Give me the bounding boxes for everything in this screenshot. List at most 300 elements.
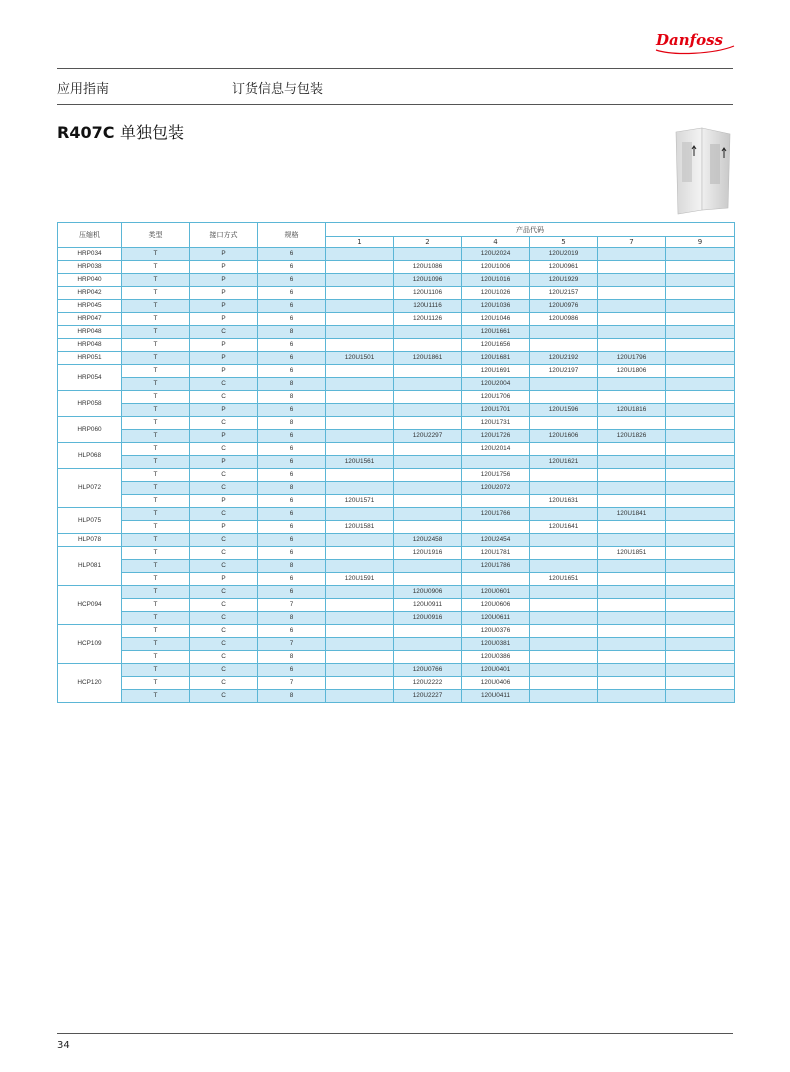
cell-pack-4: 120U1756 (462, 469, 530, 482)
cell-pack-4: 120U1726 (462, 430, 530, 443)
table-row (58, 625, 735, 638)
cell-pack-4: 120U1706 (462, 391, 530, 404)
cell-pack-7 (598, 391, 666, 404)
cell-pack-2: 120U2458 (394, 534, 462, 547)
cell-spec: 8 (258, 326, 326, 339)
cell-model: HLP068 (58, 443, 122, 469)
cell-pack-4: 120U0401 (462, 664, 530, 677)
cell-pack-1 (326, 300, 394, 313)
page-number: 34 (57, 1040, 70, 1051)
cell-pack-5: 120U1596 (530, 404, 598, 417)
cell-pack-9 (666, 404, 735, 417)
col-header-pack-1: 1 (326, 237, 394, 248)
cell-model: HCP120 (58, 664, 122, 703)
cell-spec: 6 (258, 534, 326, 547)
cell-pack-4 (462, 456, 530, 469)
cell-pack-5: 120U2157 (530, 287, 598, 300)
cell-pack-9 (666, 430, 735, 443)
cell-model: HRP048 (58, 339, 122, 352)
compressor-package-image (668, 124, 738, 216)
cell-model: HRP045 (58, 300, 122, 313)
cell-pack-5: 120U1621 (530, 456, 598, 469)
order-code-table (57, 222, 735, 703)
cell-spec: 6 (258, 508, 326, 521)
cell-type: T (122, 391, 190, 404)
cell-type: T (122, 586, 190, 599)
title-text: 单独包装 (120, 123, 185, 142)
cell-pack-1 (326, 378, 394, 391)
cell-connection: P (190, 365, 258, 378)
cell-pack-9 (666, 378, 735, 391)
table-row (58, 248, 735, 261)
cell-type: T (122, 482, 190, 495)
cell-pack-4: 120U2072 (462, 482, 530, 495)
cell-pack-4: 120U1701 (462, 404, 530, 417)
cell-pack-4: 120U0411 (462, 690, 530, 703)
cell-pack-9 (666, 508, 735, 521)
cell-connection: C (190, 417, 258, 430)
cell-pack-2: 120U2222 (394, 677, 462, 690)
cell-spec: 7 (258, 677, 326, 690)
cell-pack-1 (326, 417, 394, 430)
cell-pack-2 (394, 495, 462, 508)
cell-type: T (122, 365, 190, 378)
cell-spec: 6 (258, 586, 326, 599)
cell-pack-2: 120U1106 (394, 287, 462, 300)
cell-pack-4: 120U1026 (462, 287, 530, 300)
cell-pack-5 (530, 534, 598, 547)
cell-connection: C (190, 560, 258, 573)
cell-spec: 7 (258, 599, 326, 612)
table-row (58, 339, 735, 352)
cell-pack-9 (666, 560, 735, 573)
cell-pack-1 (326, 287, 394, 300)
cell-spec: 6 (258, 365, 326, 378)
cell-pack-1: 120U1501 (326, 352, 394, 365)
cell-pack-7: 120U1841 (598, 508, 666, 521)
cell-pack-7 (598, 534, 666, 547)
table-row (58, 612, 735, 625)
cell-pack-1 (326, 443, 394, 456)
cell-type: T (122, 300, 190, 313)
cell-pack-7 (598, 326, 666, 339)
cell-pack-2 (394, 404, 462, 417)
table-row (58, 378, 735, 391)
cell-pack-4: 120U0376 (462, 625, 530, 638)
cell-connection: C (190, 469, 258, 482)
cell-pack-2 (394, 248, 462, 261)
cell-pack-7 (598, 417, 666, 430)
cell-pack-5: 120U0976 (530, 300, 598, 313)
cell-pack-7 (598, 456, 666, 469)
table-row (58, 547, 735, 560)
col-header-spec: 规格 (258, 223, 326, 248)
cell-pack-1 (326, 586, 394, 599)
cell-pack-5 (530, 651, 598, 664)
table-row (58, 313, 735, 326)
cell-type: T (122, 521, 190, 534)
cell-pack-2: 120U0911 (394, 599, 462, 612)
cell-type: T (122, 469, 190, 482)
col-header-product-code: 产品代码 (326, 223, 735, 237)
cell-pack-5 (530, 586, 598, 599)
cell-type: T (122, 560, 190, 573)
cell-pack-5: 120U0961 (530, 261, 598, 274)
cell-pack-7 (598, 274, 666, 287)
cell-pack-9 (666, 391, 735, 404)
cell-pack-2: 120U1916 (394, 547, 462, 560)
cell-connection: P (190, 339, 258, 352)
cell-pack-9 (666, 599, 735, 612)
cell-connection: C (190, 638, 258, 651)
cell-pack-1 (326, 638, 394, 651)
cell-pack-2 (394, 625, 462, 638)
cell-pack-5: 120U1631 (530, 495, 598, 508)
cell-type: T (122, 664, 190, 677)
table-row (58, 274, 735, 287)
cell-spec: 6 (258, 521, 326, 534)
cell-model: HLP078 (58, 534, 122, 547)
cell-spec: 6 (258, 430, 326, 443)
cell-pack-1 (326, 508, 394, 521)
cell-connection: C (190, 391, 258, 404)
cell-model: HRP042 (58, 287, 122, 300)
table-row (58, 534, 735, 547)
cell-pack-1 (326, 482, 394, 495)
table-row (58, 521, 735, 534)
cell-connection: P (190, 352, 258, 365)
page-title (57, 120, 184, 143)
cell-pack-9 (666, 352, 735, 365)
cell-pack-9 (666, 495, 735, 508)
cell-type: T (122, 274, 190, 287)
table-row (58, 599, 735, 612)
cell-pack-7: 120U1851 (598, 547, 666, 560)
cell-pack-4: 120U1786 (462, 560, 530, 573)
cell-pack-1 (326, 664, 394, 677)
cell-pack-7 (598, 287, 666, 300)
table-row (58, 560, 735, 573)
cell-pack-7 (598, 469, 666, 482)
cell-pack-9 (666, 339, 735, 352)
cell-connection: C (190, 534, 258, 547)
cell-connection: P (190, 287, 258, 300)
cell-spec: 6 (258, 495, 326, 508)
col-header-pack-2: 2 (394, 237, 462, 248)
cell-pack-9 (666, 287, 735, 300)
cell-type: T (122, 599, 190, 612)
cell-pack-1 (326, 547, 394, 560)
cell-connection: C (190, 586, 258, 599)
cell-pack-9 (666, 625, 735, 638)
cell-pack-1 (326, 651, 394, 664)
cell-pack-9 (666, 612, 735, 625)
cell-pack-5 (530, 469, 598, 482)
table-row (58, 586, 735, 599)
cell-model: HCP109 (58, 625, 122, 664)
cell-pack-4: 120U0606 (462, 599, 530, 612)
col-header-pack-4: 4 (462, 237, 530, 248)
cell-type: T (122, 326, 190, 339)
cell-pack-9 (666, 586, 735, 599)
col-header-pack-9: 9 (666, 237, 735, 248)
cell-connection: C (190, 612, 258, 625)
cell-model: HRP034 (58, 248, 122, 261)
cell-spec: 6 (258, 339, 326, 352)
cell-connection: P (190, 521, 258, 534)
cell-pack-4: 120U1681 (462, 352, 530, 365)
cell-pack-4: 120U1731 (462, 417, 530, 430)
cell-pack-5 (530, 391, 598, 404)
header-section-right: 订货信息与包装 (232, 82, 324, 97)
cell-pack-9 (666, 677, 735, 690)
cell-connection: C (190, 599, 258, 612)
cell-model: HRP051 (58, 352, 122, 365)
cell-pack-1 (326, 677, 394, 690)
cell-pack-4: 120U1691 (462, 365, 530, 378)
cell-connection: C (190, 690, 258, 703)
cell-pack-1 (326, 248, 394, 261)
cell-spec: 6 (258, 469, 326, 482)
cell-pack-2 (394, 560, 462, 573)
table-row (58, 495, 735, 508)
cell-connection: P (190, 274, 258, 287)
cell-spec: 6 (258, 300, 326, 313)
cell-pack-1 (326, 534, 394, 547)
cell-type: T (122, 508, 190, 521)
header-section-left: 应用指南 (57, 82, 110, 97)
cell-spec: 7 (258, 638, 326, 651)
cell-pack-2: 120U1086 (394, 261, 462, 274)
cell-pack-1 (326, 560, 394, 573)
cell-pack-7 (598, 599, 666, 612)
cell-model: HRP054 (58, 365, 122, 391)
cell-pack-9 (666, 651, 735, 664)
cell-connection: C (190, 443, 258, 456)
cell-pack-7 (598, 664, 666, 677)
cell-type: T (122, 456, 190, 469)
col-header-type: 类型 (122, 223, 190, 248)
cell-pack-1 (326, 261, 394, 274)
cell-pack-2: 120U1126 (394, 313, 462, 326)
table-row (58, 287, 735, 300)
table-row (58, 508, 735, 521)
cell-pack-7: 120U1826 (598, 430, 666, 443)
cell-pack-5: 120U2197 (530, 365, 598, 378)
cell-pack-5 (530, 664, 598, 677)
cell-spec: 6 (258, 456, 326, 469)
cell-spec: 8 (258, 378, 326, 391)
cell-connection: C (190, 482, 258, 495)
cell-model: HRP040 (58, 274, 122, 287)
cell-pack-5 (530, 443, 598, 456)
cell-type: T (122, 443, 190, 456)
cell-pack-2 (394, 417, 462, 430)
cell-pack-5 (530, 547, 598, 560)
cell-type: T (122, 352, 190, 365)
cell-pack-5 (530, 599, 598, 612)
cell-type: T (122, 339, 190, 352)
cell-model: HLP081 (58, 547, 122, 586)
col-header-connection: 接口方式 (190, 223, 258, 248)
cell-pack-1 (326, 339, 394, 352)
cell-connection: P (190, 456, 258, 469)
cell-pack-4: 120U1781 (462, 547, 530, 560)
cell-pack-7 (598, 495, 666, 508)
cell-pack-5 (530, 638, 598, 651)
cell-connection: C (190, 664, 258, 677)
cell-spec: 8 (258, 690, 326, 703)
cell-pack-5: 120U1929 (530, 274, 598, 287)
cell-pack-5: 120U2192 (530, 352, 598, 365)
table-row (58, 482, 735, 495)
cell-spec: 6 (258, 274, 326, 287)
cell-model: HRP060 (58, 417, 122, 443)
cell-pack-9 (666, 521, 735, 534)
cell-connection: P (190, 495, 258, 508)
cell-pack-2 (394, 339, 462, 352)
cell-spec: 6 (258, 443, 326, 456)
cell-spec: 8 (258, 612, 326, 625)
cell-spec: 6 (258, 261, 326, 274)
table-row (58, 430, 735, 443)
cell-pack-7 (598, 625, 666, 638)
cell-pack-7 (598, 560, 666, 573)
footer-rule (57, 1033, 733, 1034)
cell-connection: C (190, 651, 258, 664)
cell-pack-9 (666, 456, 735, 469)
cell-pack-9 (666, 690, 735, 703)
cell-pack-7: 120U1806 (598, 365, 666, 378)
cell-pack-2 (394, 365, 462, 378)
svg-text:Danfoss: Danfoss (656, 31, 723, 49)
cell-pack-7 (598, 586, 666, 599)
cell-pack-2: 120U0766 (394, 664, 462, 677)
cell-pack-1 (326, 690, 394, 703)
cell-pack-2: 120U0906 (394, 586, 462, 599)
cell-spec: 8 (258, 560, 326, 573)
cell-type: T (122, 625, 190, 638)
cell-type: T (122, 313, 190, 326)
cell-pack-5 (530, 690, 598, 703)
cell-connection: C (190, 508, 258, 521)
cell-type: T (122, 404, 190, 417)
cell-pack-4 (462, 521, 530, 534)
cell-pack-4: 120U2454 (462, 534, 530, 547)
cell-pack-1 (326, 274, 394, 287)
cell-pack-2 (394, 521, 462, 534)
cell-pack-9 (666, 443, 735, 456)
cell-model: HCP094 (58, 586, 122, 625)
cell-model: HRP038 (58, 261, 122, 274)
cell-pack-2 (394, 482, 462, 495)
cell-pack-1 (326, 326, 394, 339)
cell-pack-7 (598, 443, 666, 456)
col-header-pack-7: 7 (598, 237, 666, 248)
title-code: R407C (57, 123, 115, 142)
cell-connection: P (190, 430, 258, 443)
cell-type: T (122, 534, 190, 547)
cell-pack-4: 120U1046 (462, 313, 530, 326)
cell-pack-2: 120U1116 (394, 300, 462, 313)
table-row (58, 456, 735, 469)
cell-pack-7 (598, 378, 666, 391)
cell-pack-7 (598, 651, 666, 664)
cell-pack-4: 120U1661 (462, 326, 530, 339)
cell-pack-9 (666, 313, 735, 326)
cell-pack-4: 120U0381 (462, 638, 530, 651)
cell-pack-5 (530, 482, 598, 495)
cell-model: HLP075 (58, 508, 122, 534)
table-row (58, 326, 735, 339)
cell-pack-7 (598, 313, 666, 326)
cell-spec: 6 (258, 352, 326, 365)
cell-spec: 6 (258, 625, 326, 638)
cell-type: T (122, 677, 190, 690)
cell-spec: 6 (258, 313, 326, 326)
cell-pack-5: 120U0986 (530, 313, 598, 326)
cell-pack-9 (666, 482, 735, 495)
cell-pack-7 (598, 261, 666, 274)
cell-model: HLP072 (58, 469, 122, 508)
header-rule (57, 104, 733, 105)
cell-pack-7 (598, 300, 666, 313)
cell-pack-4: 120U2014 (462, 443, 530, 456)
table-row (58, 404, 735, 417)
table-row (58, 469, 735, 482)
cell-type: T (122, 690, 190, 703)
cell-pack-4: 120U2024 (462, 248, 530, 261)
cell-type: T (122, 612, 190, 625)
table-row (58, 443, 735, 456)
cell-pack-1 (326, 365, 394, 378)
cell-pack-9 (666, 547, 735, 560)
cell-pack-1 (326, 625, 394, 638)
cell-spec: 6 (258, 573, 326, 586)
cell-pack-4: 120U1766 (462, 508, 530, 521)
cell-spec: 8 (258, 417, 326, 430)
table-row (58, 417, 735, 430)
cell-spec: 8 (258, 651, 326, 664)
cell-pack-7 (598, 573, 666, 586)
cell-type: T (122, 430, 190, 443)
cell-pack-5 (530, 677, 598, 690)
table-row (58, 352, 735, 365)
cell-pack-2 (394, 573, 462, 586)
cell-pack-9 (666, 469, 735, 482)
cell-connection: C (190, 625, 258, 638)
cell-pack-7 (598, 690, 666, 703)
cell-type: T (122, 573, 190, 586)
cell-spec: 8 (258, 391, 326, 404)
cell-pack-1 (326, 599, 394, 612)
cell-pack-1 (326, 469, 394, 482)
cell-connection: P (190, 573, 258, 586)
cell-pack-2 (394, 508, 462, 521)
cell-spec: 6 (258, 248, 326, 261)
cell-pack-2: 120U2227 (394, 690, 462, 703)
cell-pack-9 (666, 638, 735, 651)
cell-pack-2: 120U0916 (394, 612, 462, 625)
cell-connection: C (190, 547, 258, 560)
cell-pack-7 (598, 612, 666, 625)
cell-pack-2: 120U1096 (394, 274, 462, 287)
cell-pack-4: 120U0406 (462, 677, 530, 690)
cell-pack-5: 120U1606 (530, 430, 598, 443)
cell-pack-7 (598, 638, 666, 651)
cell-pack-4: 120U0601 (462, 586, 530, 599)
cell-pack-4: 120U1006 (462, 261, 530, 274)
